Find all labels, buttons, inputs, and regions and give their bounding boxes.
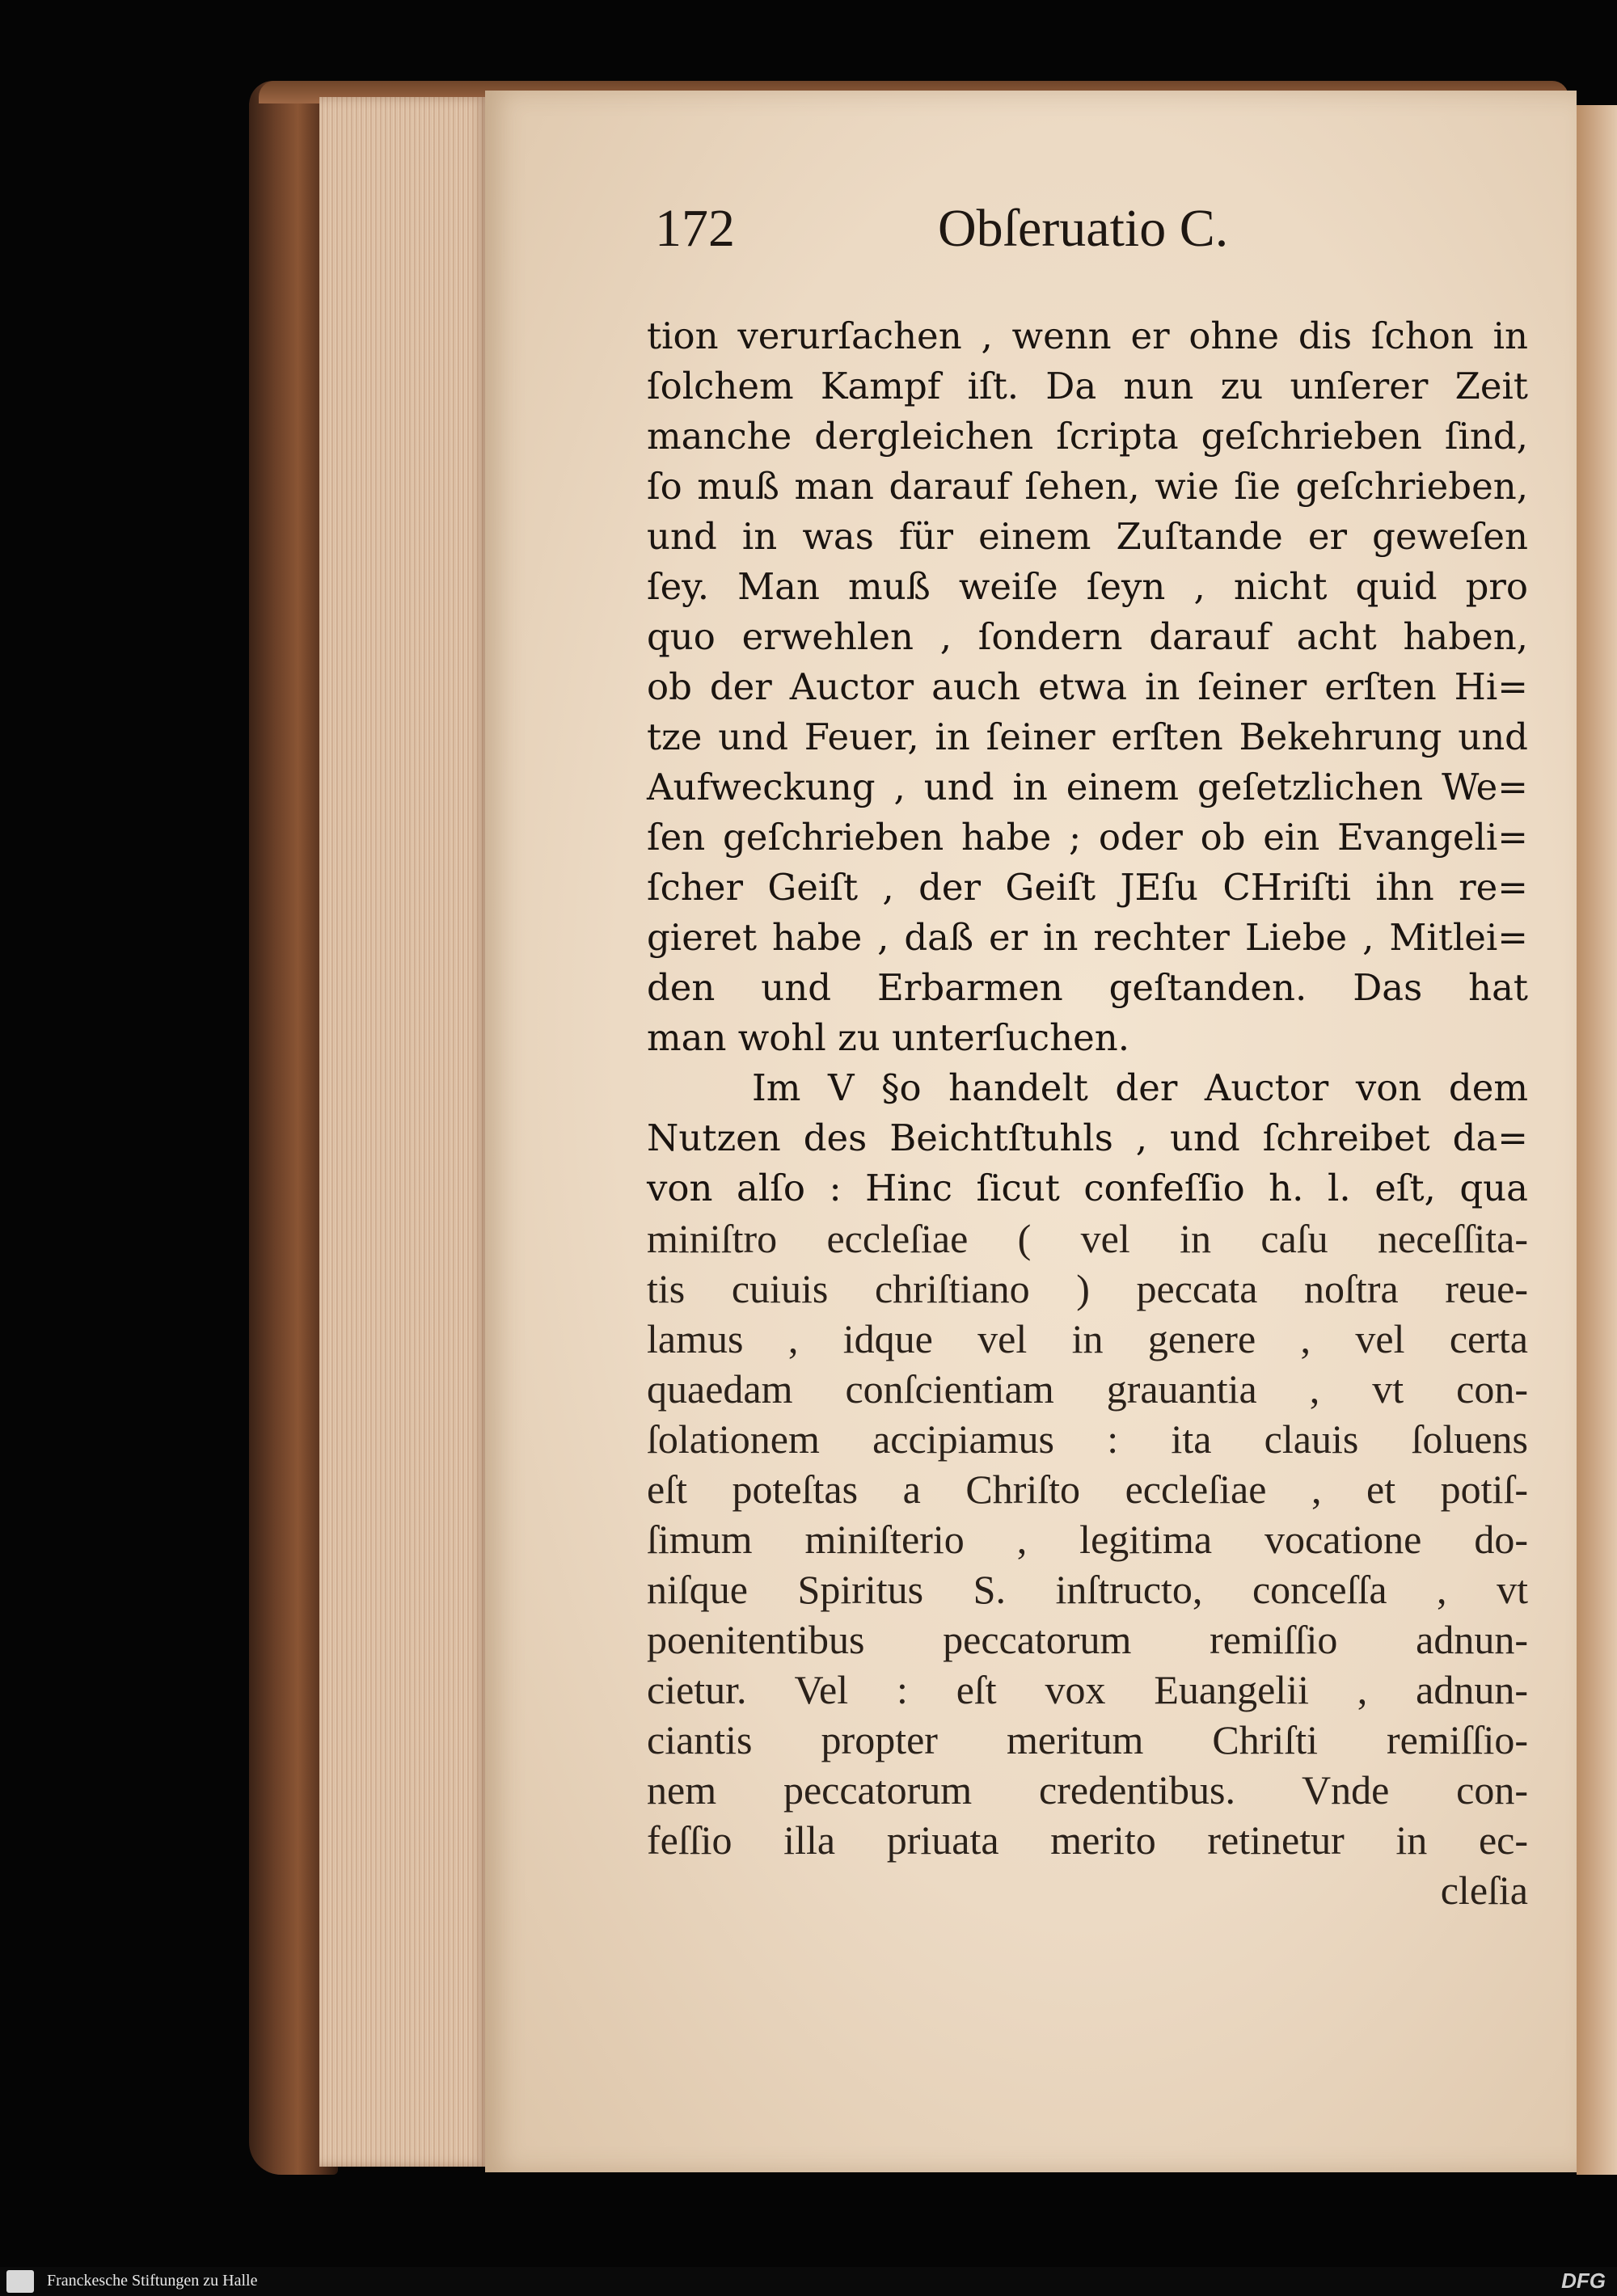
- text-line-latin: lamus , idque vel in genere , vel certa: [647, 1316, 1528, 1361]
- text-line-latin: ſolationem accipiamus : ita clauis ſoluens: [647, 1416, 1528, 1462]
- institution-logo-icon: [6, 2270, 34, 2293]
- page-fore-edge: [319, 97, 489, 2167]
- text-line-latin: poenitentibus peccatorum remiſſio adnun-: [647, 1617, 1528, 1662]
- text-line-latin: quaedam conſcientiam grauantia , vt con-: [647, 1366, 1528, 1412]
- text-line: Nutzen des Beichtſtuhls , und ſchreibet da=: [647, 1116, 1528, 1159]
- footer-bar: [0, 2267, 1617, 2296]
- text-line-latin: ciantis propter meritum Chriſti remiſſio-: [647, 1717, 1528, 1762]
- facing-page-edge: [1577, 105, 1617, 2175]
- text-line: tion verurſachen , wenn er ohne dis ſchon in: [647, 314, 1528, 357]
- text-line-latin: niſque Spiritus S. inſtructo, conceſſa , vt: [647, 1567, 1528, 1612]
- text-line: man wohl zu unterſuchen.: [647, 1016, 1129, 1059]
- text-line: ob der Auctor auch etwa in ſeiner erſten Hi=: [647, 665, 1528, 708]
- text-line-latin: eſt poteſtas a Chriſto eccleſiae , et potiſ-: [647, 1467, 1528, 1512]
- text-line: Aufweckung , und in einem geſetzlichen We=: [647, 766, 1528, 808]
- text-line: ſey. Man muß weiſe ſeyn , nicht quid pro: [647, 565, 1528, 608]
- text-line: ſen geſchrieben habe ; oder ob ein Evangeli=: [647, 816, 1528, 859]
- text-line: ſcher Geiſt , der Geiſt JEſu CHriſti ihn re=: [647, 866, 1528, 909]
- text-line: quo erwehlen , ſondern darauf acht haben,: [647, 615, 1528, 658]
- text-line-latin: cietur. Vel : eſt vox Euangelii , adnun-: [647, 1667, 1528, 1712]
- text-line-latin: nem peccatorum credentibus. Vnde con-: [647, 1767, 1528, 1813]
- text-line: den und Erbarmen geſtanden. Das hat: [647, 966, 1528, 1009]
- text-line: und in was für einem Zuſtande er geweſen: [647, 515, 1528, 558]
- dfg-logo: DFG: [1561, 2269, 1606, 2293]
- page-header: [655, 198, 1544, 271]
- text-line: ſo muß man darauf ſehen, wie ſie geſchrieben,: [647, 465, 1528, 508]
- text-line: gieret habe , daß er in rechter Liebe , Mitlei=: [647, 916, 1528, 959]
- running-title: Obſeruatio C.: [938, 199, 1229, 258]
- footer-institution: Franckesche Stiftungen zu Halle: [47, 2272, 258, 2290]
- text-line-latin: feſſio illa priuata merito retinetur in ec-: [647, 1817, 1528, 1863]
- page-number: 172: [655, 199, 735, 258]
- text-line-latin: ſimum miniſterio , legitima vocatione do-: [647, 1517, 1528, 1562]
- body-text: [647, 311, 1528, 1915]
- text-line: manche dergleichen ſcripta geſchrieben ſind,: [647, 415, 1528, 458]
- text-line-latin: tis cuiuis chriſtiano ) peccata noſtra reue-: [647, 1266, 1528, 1311]
- text-line: Im V §o handelt der Auctor von dem: [752, 1066, 1528, 1109]
- catchword: cleſia: [1440, 1868, 1528, 1913]
- text-line: tze und Feuer, in ſeiner erſten Bekehrung und: [647, 715, 1528, 758]
- text-line: von alſo : Hinc ſicut confeſſio h. l. eſt, qua: [647, 1167, 1528, 1209]
- text-line-latin: miniſtro eccleſiae ( vel in caſu neceſſita-: [647, 1216, 1528, 1261]
- text-line: ſolchem Kampf iſt. Da nun zu unſerer Zeit: [647, 365, 1528, 407]
